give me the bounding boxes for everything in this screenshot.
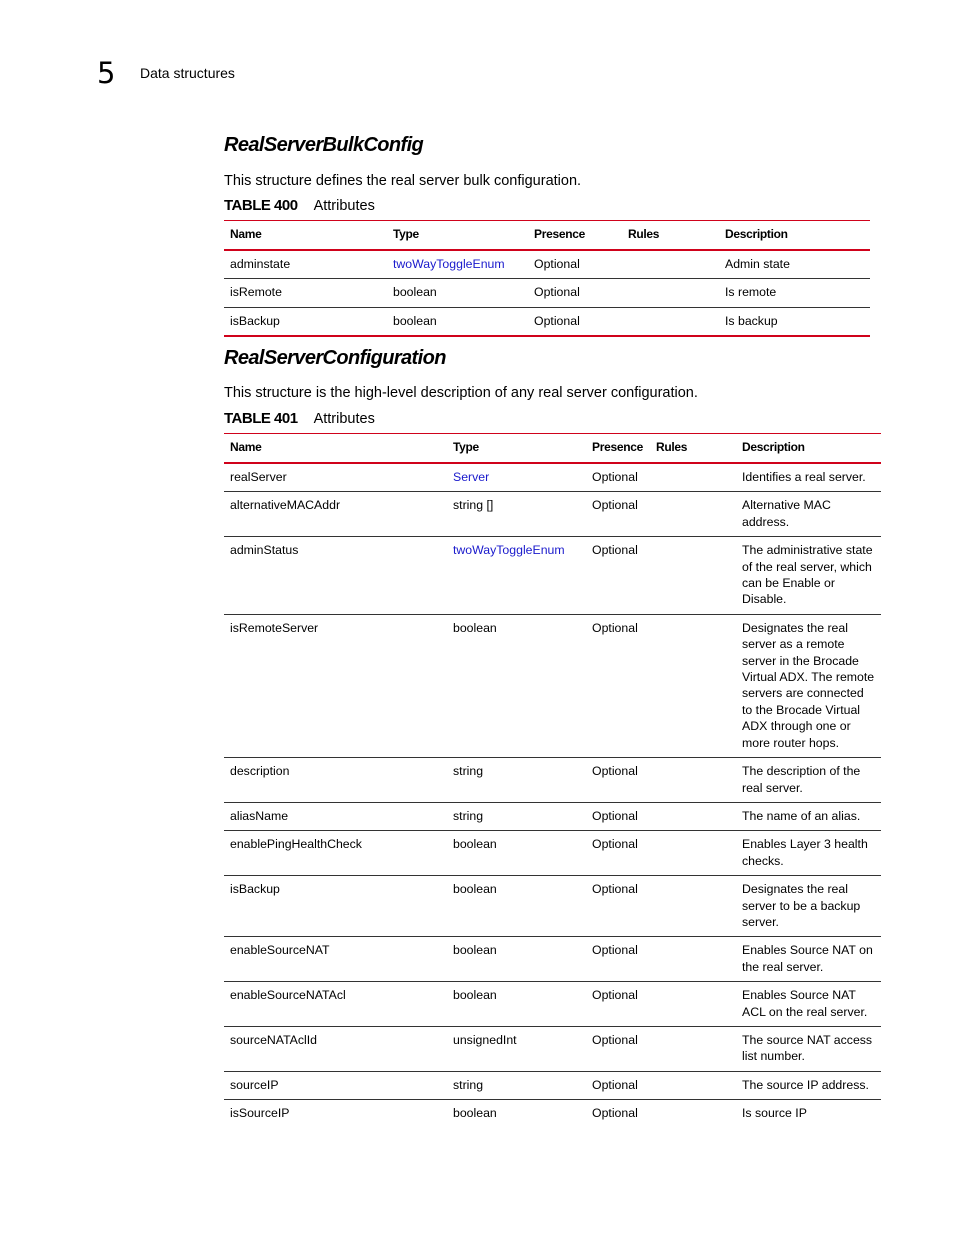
cell-name: realServer [230, 470, 287, 484]
cell-rules [650, 1071, 736, 1099]
attributes-table-400 [224, 220, 870, 337]
chapter-title: Data structures [140, 65, 235, 81]
attributes-table-401 [224, 433, 881, 1128]
cell-description: The source IP address. [742, 1077, 869, 1092]
section-title-realserverbulkconfig: RealServerBulkConfig [224, 134, 424, 156]
cell-name: alternativeMACAddr [230, 498, 341, 513]
cell-presence: Optional [592, 498, 638, 513]
cell-rules [650, 937, 736, 982]
cell-description: The description of the real server. [742, 764, 861, 795]
table-row [224, 537, 881, 615]
column-header: Name [230, 440, 262, 454]
cell-type: boolean [453, 620, 497, 635]
cell-name: sourceNATAclId [230, 1032, 318, 1047]
table-row [224, 758, 881, 803]
cell-rules [650, 492, 736, 537]
cell-type: string [453, 1077, 484, 1092]
table-label: TABLE 400 [224, 197, 298, 214]
table-row [224, 1071, 881, 1099]
cell-rules [622, 307, 719, 336]
section-intro: This structure defines the real server bulk configuration. [224, 173, 582, 189]
cell-name: sourceIP [230, 1077, 279, 1092]
cell-type: boolean [453, 988, 497, 1003]
cell-name: isBackup [230, 313, 280, 328]
chapter-number: 5 [97, 56, 116, 90]
cell-description: Enables Layer 3 health checks. [742, 837, 868, 868]
cell-name: isBackup [230, 882, 280, 897]
cell-description: Admin state [725, 257, 790, 271]
cell-description: Enables Source NAT on the real server. [742, 943, 873, 974]
cell-name: adminStatus [230, 543, 299, 558]
column-header: Description [742, 440, 805, 454]
cell-type: boolean [453, 837, 497, 852]
table-row [224, 614, 881, 757]
cell-rules [650, 982, 736, 1027]
table-row [224, 937, 881, 982]
cell-description: Enables Source NAT ACL on the real server. [742, 988, 868, 1019]
table-row [224, 463, 881, 492]
cell-name: isRemoteServer [230, 620, 319, 635]
table-caption [224, 197, 375, 214]
cell-presence: Optional [534, 257, 580, 271]
cell-description: Designates the real server to be a backup server. [742, 882, 861, 929]
cell-presence: Optional [592, 543, 638, 558]
table-row [224, 492, 881, 537]
table-row [224, 1026, 881, 1071]
cell-rules [650, 876, 736, 937]
cell-rules [622, 279, 719, 307]
cell-description: Is remote [725, 285, 777, 300]
cell-presence: Optional [592, 882, 638, 897]
cell-name: enablePingHealthCheck [230, 837, 362, 852]
column-header: Type [393, 227, 419, 241]
cell-presence: Optional [534, 313, 580, 328]
column-header: Presence [592, 440, 643, 454]
cell-presence: Optional [592, 1077, 638, 1092]
cell-rules [650, 802, 736, 830]
type-link[interactable]: Server [453, 470, 490, 484]
cell-presence: Optional [592, 837, 638, 852]
cell-presence: Optional [592, 943, 638, 958]
cell-type: string [453, 808, 484, 823]
cell-presence: Optional [592, 808, 638, 823]
table-caption-text: Attributes [313, 198, 375, 214]
table-row [224, 1100, 881, 1128]
cell-name: isSourceIP [230, 1106, 290, 1121]
table-row [224, 982, 881, 1027]
section-title-realserverconfiguration: RealServerConfiguration [224, 347, 446, 369]
cell-rules [650, 758, 736, 803]
cell-name: description [230, 764, 290, 779]
cell-description: The name of an alias. [742, 808, 861, 823]
cell-description: Is backup [725, 313, 778, 328]
cell-description: Alternative MAC address. [742, 498, 831, 529]
cell-type: boolean [453, 1106, 497, 1121]
cell-name: adminstate [230, 257, 291, 271]
column-header: Type [453, 440, 479, 454]
table-row [224, 279, 870, 307]
table-row [224, 307, 870, 336]
table-header-row [224, 434, 881, 464]
cell-name: aliasName [230, 808, 289, 823]
cell-presence: Optional [592, 620, 638, 635]
cell-presence: Optional [592, 988, 638, 1003]
cell-type: boolean [453, 882, 497, 897]
cell-presence: Optional [592, 1106, 638, 1121]
cell-presence: Optional [592, 1032, 638, 1047]
table-caption-text: Attributes [313, 411, 375, 427]
cell-description: Is source IP [742, 1106, 807, 1121]
column-header: Name [230, 227, 262, 241]
type-link[interactable]: twoWayToggleEnum [453, 543, 565, 558]
cell-presence: Optional [534, 285, 580, 300]
cell-type: string [453, 764, 484, 779]
cell-description: Identifies a real server. [742, 470, 866, 484]
column-header: Description [725, 227, 788, 241]
table-row [224, 250, 870, 279]
cell-name: enableSourceNAT [230, 943, 330, 958]
table-caption [224, 410, 375, 427]
table-header-row [224, 221, 870, 251]
cell-rules [622, 250, 719, 279]
table-row [224, 802, 881, 830]
cell-presence: Optional [592, 470, 638, 484]
cell-type: boolean [393, 313, 437, 328]
column-header: Rules [628, 227, 660, 241]
cell-type: string [] [453, 498, 494, 513]
cell-type: boolean [393, 285, 437, 300]
table-row [224, 876, 881, 937]
table-row [224, 831, 881, 876]
cell-name: isRemote [230, 285, 282, 300]
section-intro: This structure is the high-level description of any real server configuration. [224, 385, 698, 401]
table-label: TABLE 401 [224, 410, 298, 427]
cell-description: Designates the real server as a remote server in the Brocade Virtual ADX. The remote servers are connected to the Brocade Virtual ADX through one or more router hops. [742, 620, 875, 750]
cell-description: The administrative state of the real server, which can be Enable or Disable. [742, 543, 873, 607]
type-link[interactable]: twoWayToggleEnum [393, 257, 505, 271]
cell-rules [650, 1026, 736, 1071]
cell-rules [650, 463, 736, 492]
cell-name: enableSourceNATAcl [230, 988, 346, 1003]
cell-type: unsignedInt [453, 1032, 517, 1047]
cell-rules [650, 1100, 736, 1128]
cell-rules [650, 614, 736, 757]
cell-description: The source NAT access list number. [742, 1032, 873, 1064]
cell-presence: Optional [592, 764, 638, 779]
cell-rules [650, 537, 736, 615]
cell-type: boolean [453, 943, 497, 958]
column-header: Rules [656, 440, 688, 454]
column-header: Presence [534, 227, 585, 241]
cell-rules [650, 831, 736, 876]
